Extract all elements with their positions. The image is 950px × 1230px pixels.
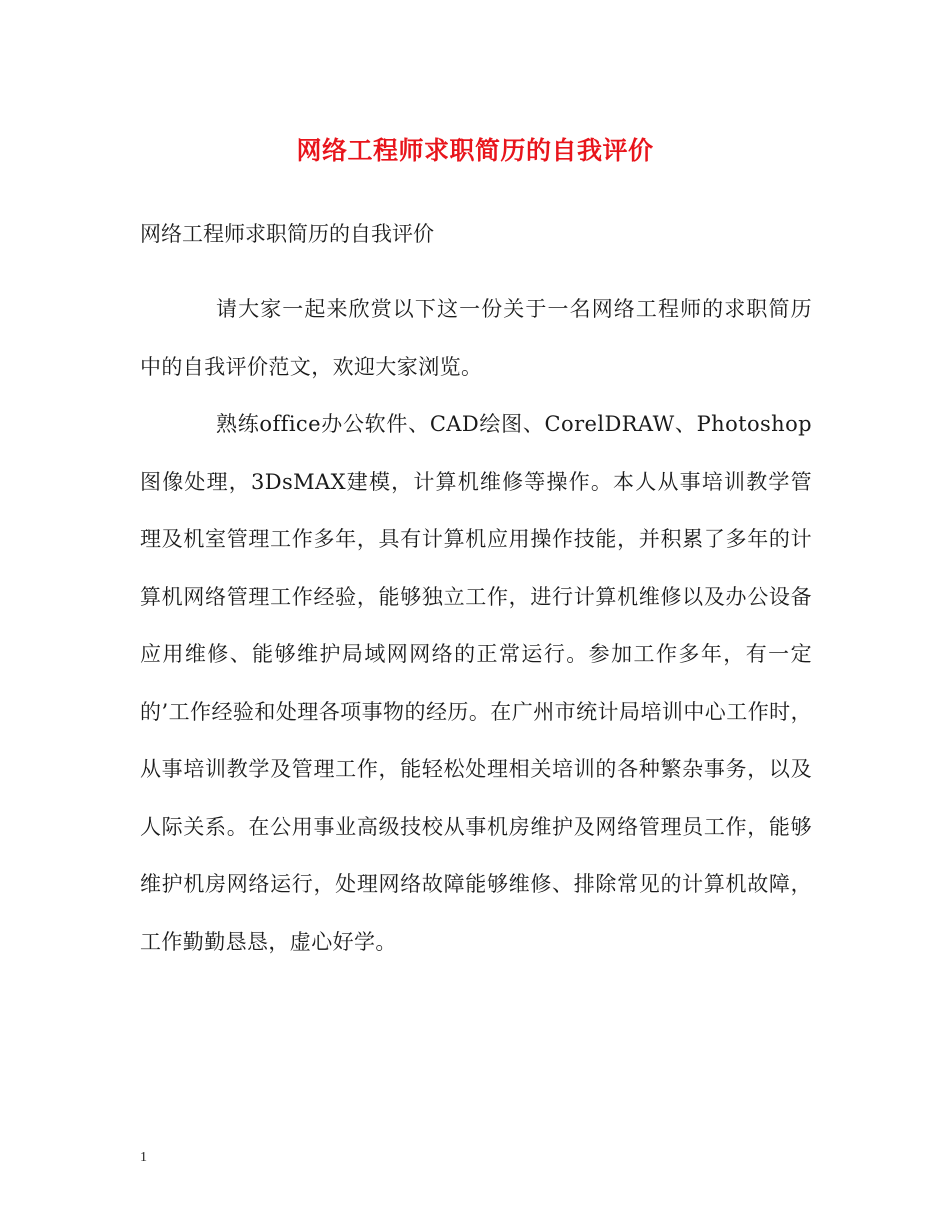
document-subtitle: 网络工程师求职简历的自我评价 bbox=[140, 222, 434, 246]
paragraph-self-evaluation: 熟练office办公软件、CAD绘图、CorelDRAW、Photoshop图像处理，3DsMAX建模，计算机维修等操作。本人从事培训教学管理及机室管理工作多年，具有计算机应用操作技能，并积累了多年的计算机网络管理工作经验，能够独立工作，进行计算机维修以及办公设备应用维修、能够维护局域网网络的正常运行。参加工作多年，有一定的’工作经验和处理各项事物的经历。在广州市统计局培训中心工作时，从事培训教学及管理工作，能轻松处理相关培训的各种繁杂事务，以及人际关系。在公用事业高级技校从事机房维护及网络管理员工作，能够维护机房网络运行，处理网络故障能够维修、排除常见的计算机故障，工作勤勤恳恳，虚心好学。 bbox=[140, 412, 812, 954]
page-title: 网络工程师求职简历的自我评价 bbox=[296, 136, 654, 165]
document-body bbox=[140, 281, 812, 971]
paragraph-intro: 请大家一起来欣赏以下这一份关于一名网络工程师的求职简历中的自我评价范文，欢迎大家浏览。 bbox=[140, 297, 812, 379]
page-number: 1 bbox=[140, 1150, 147, 1165]
